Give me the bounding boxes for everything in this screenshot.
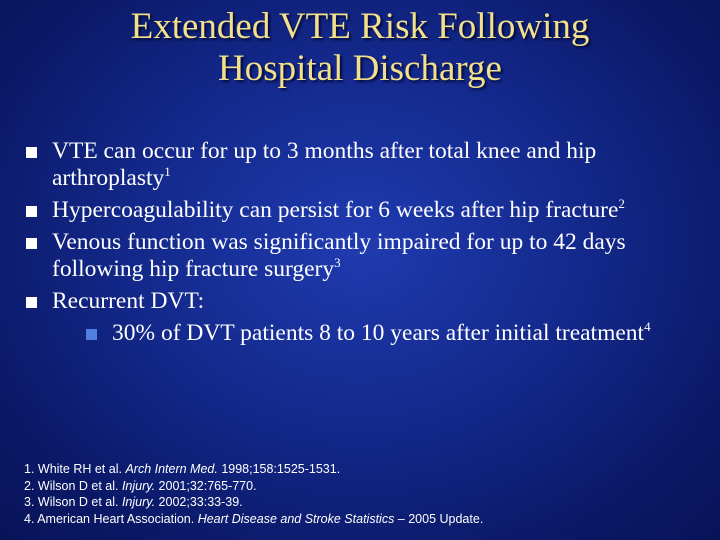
reference-item (24, 461, 714, 478)
reference-item (24, 494, 714, 511)
reference-citation: – 2005 Update. (394, 511, 484, 526)
slide-title-line-2: Hospital Discharge (218, 48, 502, 89)
citation-superscript: 2 (618, 196, 625, 211)
reference-journal: Injury. (121, 495, 156, 509)
slide-title (0, 6, 720, 90)
square-sub-bullet-icon (86, 329, 97, 340)
references (24, 461, 714, 527)
bullet-text: Venous function was significantly impaired for up to 42 days following hip fracture surgery (52, 229, 626, 282)
bullet-item (24, 229, 704, 283)
reference-authors: 2. Wilson D et al. (24, 478, 122, 493)
citation-superscript: 3 (334, 255, 341, 270)
slide-title-line-1: Extended VTE Risk Following (130, 6, 590, 47)
bullet-text: Recurrent DVT: (52, 288, 205, 314)
sub-bullet-item (84, 320, 704, 347)
reference-item (24, 478, 714, 495)
reference-authors: 4. American Heart Association. (24, 511, 198, 526)
bullet-item (24, 288, 704, 347)
reference-journal: Injury. (121, 478, 156, 493)
reference-authors: 3. Wilson D et al. (24, 495, 122, 509)
bullet-text: VTE can occur for up to 3 months after total knee and hip arthroplasty (52, 138, 597, 191)
reference-journal: Arch Intern Med. (125, 462, 218, 476)
reference-citation: 2001;32:765-770. (155, 478, 257, 493)
reference-journal: Heart Disease and Stroke Statistics (197, 511, 395, 526)
citation-superscript: 4 (644, 319, 651, 334)
bullet-item (24, 197, 704, 224)
square-bullet-icon (26, 238, 37, 249)
sub-bullet-text: 30% of DVT patients 8 to 10 years after initial treatment (112, 320, 645, 346)
reference-item (24, 511, 714, 528)
reference-citation: 1998;158:1525-1531. (217, 462, 341, 476)
square-bullet-icon (26, 147, 37, 158)
reference-authors: 1. White RH et al. (24, 462, 126, 476)
square-bullet-icon (26, 297, 37, 308)
citation-superscript: 1 (164, 164, 171, 179)
bullet-text: Hypercoagulability can persist for 6 weeks after hip fracture (52, 197, 619, 223)
bullet-list (24, 138, 704, 352)
bullet-item (24, 138, 704, 192)
reference-citation: 2002;33:33-39. (155, 495, 243, 509)
square-bullet-icon (26, 206, 37, 217)
